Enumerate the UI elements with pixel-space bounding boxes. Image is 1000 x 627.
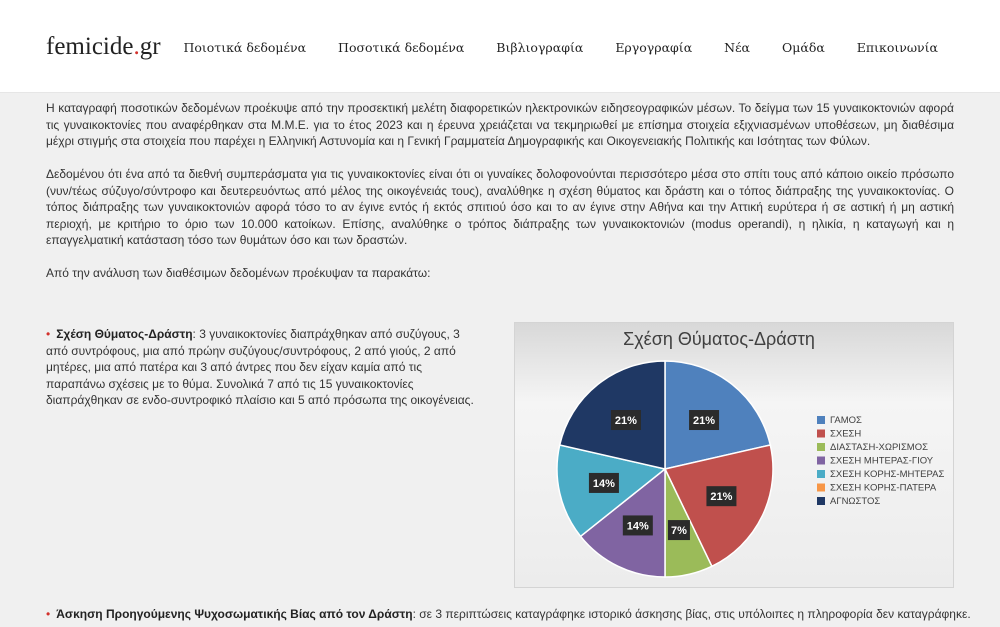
bullet-relationship	[46, 326, 484, 409]
pie-data-label: 14%	[592, 477, 615, 490]
nav-bibliography[interactable]: Βιβλιογραφία	[496, 40, 584, 55]
legend-swatch	[817, 430, 825, 438]
method-paragraph: Δεδομένου ότι ένα από τα διεθνή συμπεράσματα για τις γυναικοκτονίες είναι ότι οι γυναίκες δολοφονούνται περισσότερο μέσα στο σπίτι τους από κάποιο οικείο πρόσωπο (νυν/τέως σύζυγο/σύντροφο και δευτερευόντως από μέλος της οικογένειάς τους), αναλύθηκε η σχέση θύματος και δράστη και ο τόπος διάπραξης της γυναικοκτονίας. Ο τόπος διάπραξης των γυναικοκτονιών αφορά τόσο το αν έγινε εντός ή εκτός σπιτιού όσο και το αν έγινε στην Αθήνα και την Αττική ευρύτερα ή σε αστική ή μη αστική περιοχή, με κριτήριο το όριο των 10.000 κατοίκων. Επίσης, αναλύθηκε ο τρόπος διάπραξης των γυναικοκτονιών (modus operandi), η ηλικία, η καταγωγή και η επαγγελματική κατάσταση τόσο των θυμάτων όσο και των δραστών.	[46, 167, 954, 247]
bullet-prior-violence-body: : σε 3 περιπτώσεις καταγράφηκε ιστορικό άσκησης βίας, στις υπόλοιπες η πληροφορία δεν καταγράφηκε.	[412, 607, 971, 621]
legend-swatch	[817, 484, 825, 492]
nav-quantitative[interactable]: Ποσοτικά δεδομένα	[338, 40, 465, 55]
bullet-dot: •	[46, 607, 51, 621]
legend-label: ΔΙΑΣΤΑΣΗ-ΧΩΡΙΣΜΟΣ	[830, 442, 928, 453]
nav-works[interactable]: Εργογραφία	[615, 40, 693, 55]
logo-dot: .	[133, 33, 140, 60]
logo-tld: gr	[139, 33, 161, 60]
pie-slices	[557, 361, 773, 577]
pie-data-label: 21%	[710, 491, 733, 504]
bullet-relationship-body: : 3 γυναικοκτονίες διαπράχθηκαν από συζύγους, 3 από συντρόφους, μια από πρώην συζύγους/συντρόφους, 2 από γιούς, 2 από μητέρες, μια από πατέρα και 3 από άντρες που δεν είχαν καμία από τις παραπάνω σχέσεις με το θύμα. Συνολικά 7 από τις 15 γυναικοκτονίες διαπράχθηκαν σε ενδο-συντροφικό πλαίσιο και 5 από πρόσωπα της οικογένειας.	[46, 327, 474, 407]
nav-contact[interactable]: Επικοινωνία	[856, 40, 938, 55]
pie-chart	[515, 323, 953, 587]
nav-qualitative[interactable]: Ποιοτικά δεδομένα	[183, 40, 307, 55]
bullet-relationship-title: Σχέση Θύματος-Δράστη	[56, 327, 193, 341]
legend-swatch	[817, 457, 825, 465]
legend-label: ΣΧΕΣΗ ΚΟΡΗΣ-ΜΗΤΕΡΑΣ	[830, 469, 945, 480]
legend-label: ΑΓΝΩΣΤΟΣ	[830, 496, 881, 507]
pie-data-label: 14%	[626, 520, 649, 533]
pie-data-label: 21%	[614, 415, 637, 428]
legend-label: ΓΑΜΟΣ	[830, 415, 862, 426]
main-content	[46, 100, 954, 298]
pie-data-label: 7%	[670, 525, 687, 538]
legend-swatch	[817, 497, 825, 505]
chart-title: Σχέση Θύματος-Δράστη	[623, 329, 815, 349]
nav-news[interactable]: Νέα	[724, 40, 750, 55]
site-logo[interactable]	[46, 33, 161, 61]
bullet-prior-violence-title: Άσκηση Προηγούμενης Ψυχοσωματικής Βίας από τον Δράστη	[56, 607, 413, 621]
nav-team[interactable]: Ομάδα	[782, 40, 825, 55]
bullet-relationship-text	[46, 327, 474, 407]
logo-main: femicide	[46, 33, 134, 60]
bullet-prior-violence	[46, 606, 971, 623]
legend-swatch	[817, 416, 825, 424]
bullet-dot: •	[46, 327, 51, 341]
legend-label: ΣΧΕΣΗ ΜΗΤΕΡΑΣ-ΓΙΟΥ	[830, 455, 934, 467]
intro-paragraph: Η καταγραφή ποσοτικών δεδομένων προέκυψε από την προσεκτική μελέτη διαφορετικών ηλεκτρονικών ειδησεογραφικών μέσων. Το δείγμα των 15 γυναικοκτονιών αφορά τις γυναικοκτονίες που αναφέρθηκαν στα Μ.Μ.Ε. για το έτος 2023 και η έρευνα χρειάζεται να τεκμηριωθεί με επίσημα στοιχεία εξιχνιασμένων υποθέσεων, μη διαθέσιμα μέχρι στιγμής στα στοιχεία που παρέχει η Ελληνική Αστυνομία και η Γενική Γραμματεία Δημογραφικής και Οικογενειακής Πολιτικής και Ισότητας των Φύλων.	[46, 101, 954, 148]
chart-legend	[817, 415, 944, 507]
legend-swatch	[817, 470, 825, 478]
legend-label: ΣΧΕΣΗ	[830, 428, 862, 440]
pie-data-label: 21%	[693, 415, 716, 428]
site-header	[0, 0, 1000, 93]
findings-intro: Από την ανάλυση των διαθέσιμων δεδομένων προέκυψαν τα παρακάτω:	[46, 266, 431, 280]
main-nav	[183, 40, 938, 55]
legend-swatch	[817, 443, 825, 451]
legend-label: ΣΧΕΣΗ ΚΟΡΗΣ-ΠΑΤΕΡΑ	[830, 482, 937, 494]
pie-chart-panel	[514, 322, 954, 588]
